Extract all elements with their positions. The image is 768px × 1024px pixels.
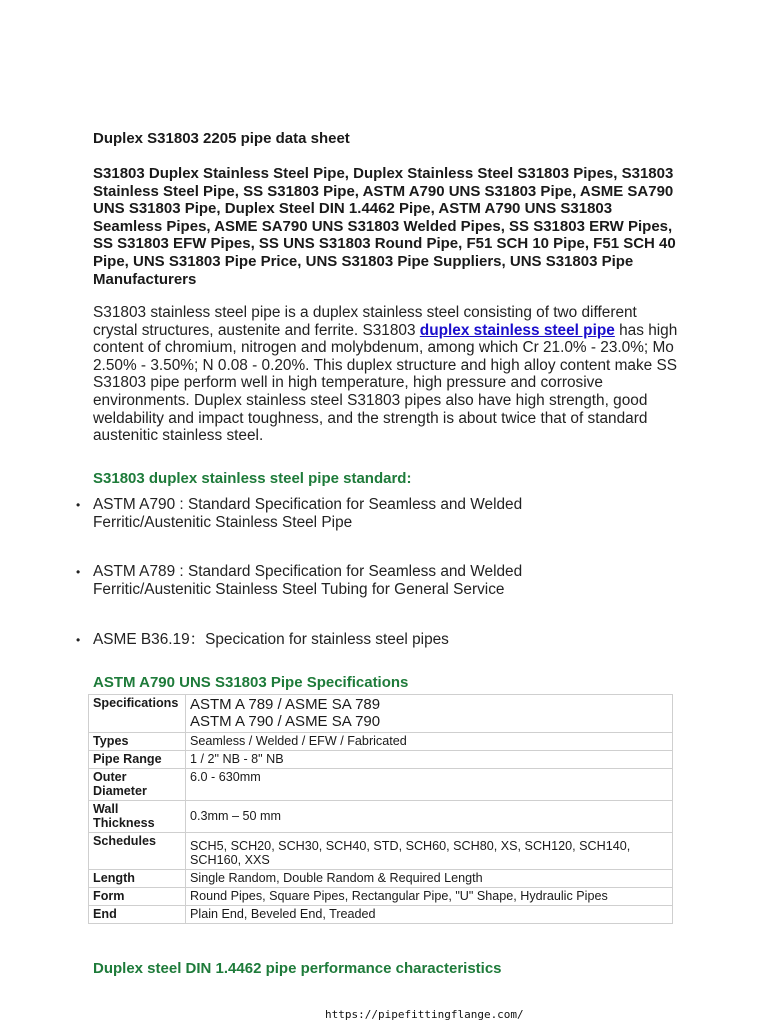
bullet-icon: • bbox=[76, 565, 81, 579]
spec-value: SCH5, SCH20, SCH30, SCH40, STD, SCH60, SCH80, XS, SCH120, SCH140, SCH160, XXS bbox=[186, 833, 673, 870]
page-title: Duplex S31803 2205 pipe data sheet bbox=[93, 130, 350, 147]
table-row bbox=[89, 888, 673, 906]
footer-url: https://pipefittingflange.com/ bbox=[325, 1008, 524, 1021]
duplex-pipe-link[interactable]: duplex stainless steel pipe bbox=[419, 321, 615, 339]
standards-heading: S31803 duplex stainless steel pipe standard: bbox=[93, 470, 412, 487]
spec-key: Form bbox=[89, 888, 186, 906]
bullet-icon: • bbox=[76, 633, 81, 647]
spec-key: End bbox=[89, 906, 186, 924]
table-row bbox=[89, 751, 673, 769]
standard-text: ASME B36.19：Specication for stainless steel pipes bbox=[93, 631, 449, 648]
spec-key: Specifications bbox=[89, 695, 186, 733]
keywords-heading: S31803 Duplex Stainless Steel Pipe, Duplex Stainless Steel S31803 Pipes, S31803 Stainless Steel Pipe, SS S31803 Pipe, ASTM A790 UNS S31803 Pipe, ASME SA790 UNS S31803 Pipe, Duplex Steel DIN 1.4462 Pipe, ASTM A790 UNS S31803 Seamless Pipes, ASME SA790 UNS S31803 Welded Pipes, SS S31803 ERW Pipes, SS S31803 EFW Pipes, SS UNS S31803 Round Pipe, F51 SCH 10 Pipe, F51 SCH 40 Pipe, UNS S31803 Pipe Price, UNS S31803 Pipe Suppliers, UNS S31803 Pipe Manufacturers bbox=[93, 165, 676, 288]
spec-value: Single Random, Double Random & Required Length bbox=[186, 870, 673, 888]
spec-key: Outer Diameter bbox=[89, 769, 186, 801]
table-row bbox=[89, 733, 673, 751]
spec-key: Pipe Range bbox=[89, 751, 186, 769]
standard-text: ASTM A790 : Standard Specification for Seamless and Welded Ferritic/Austenitic Stainless Steel Pipe bbox=[93, 496, 523, 531]
spec-value: 0.3mm – 50 mm bbox=[186, 801, 673, 833]
list-item bbox=[76, 496, 593, 532]
intro-paragraph bbox=[93, 304, 683, 445]
spec-key: Schedules bbox=[89, 833, 186, 870]
list-item bbox=[76, 631, 593, 649]
spec-value: Plain End, Beveled End, Treaded bbox=[186, 906, 673, 924]
spec-value: 1 / 2" NB - 8" NB bbox=[186, 751, 673, 769]
spec-key: Wall Thickness bbox=[89, 801, 186, 833]
intro-text-after: has high content of chromium, nitrogen and molybdenum, among which Cr 21.0% - 23.0%; Mo 2.50% - 3.50%; N 0.08 - 0.20%. This duplex structure and high alloy content make SS S31803 pipe perform well in high temperature, high pressure and corrosive environments. Duplex stainless steel S31803 pipes also have high strength, good weldability and impact toughness, and the strength is about twice that of standard austenitic stainless steel. bbox=[93, 321, 678, 445]
bullet-icon: • bbox=[76, 498, 81, 512]
spec-heading: ASTM A790 UNS S31803 Pipe Specifications bbox=[93, 674, 409, 691]
list-item bbox=[76, 563, 593, 599]
spec-value bbox=[186, 695, 673, 733]
spec-key: Types bbox=[89, 733, 186, 751]
spec-value: 6.0 - 630mm bbox=[186, 769, 673, 801]
spec-value: Seamless / Welded / EFW / Fabricated bbox=[186, 733, 673, 751]
table-row bbox=[89, 769, 673, 801]
spec-key: Length bbox=[89, 870, 186, 888]
spec-table bbox=[88, 694, 673, 924]
table-row bbox=[89, 906, 673, 924]
table-row bbox=[89, 801, 673, 833]
spec-value-line: ASTM A 789 / ASME SA 789 bbox=[190, 696, 381, 713]
spec-value: Round Pipes, Square Pipes, Rectangular Pipe, "U" Shape, Hydraulic Pipes bbox=[186, 888, 673, 906]
table-row bbox=[89, 695, 673, 733]
table-row bbox=[89, 870, 673, 888]
performance-heading: Duplex steel DIN 1.4462 pipe performance characteristics bbox=[93, 960, 502, 977]
intro-text-before: S31803 stainless steel pipe is a duplex stainless steel consisting of two different crystal structures, austenite and ferrite. S31803 bbox=[93, 304, 637, 339]
spec-value-line: ASTM A 790 / ASME SA 790 bbox=[190, 713, 381, 730]
standard-text: ASTM A789 : Standard Specification for Seamless and Welded Ferritic/Austenitic Stainless Steel Tubing for General Service bbox=[93, 563, 523, 598]
table-row bbox=[89, 833, 673, 870]
